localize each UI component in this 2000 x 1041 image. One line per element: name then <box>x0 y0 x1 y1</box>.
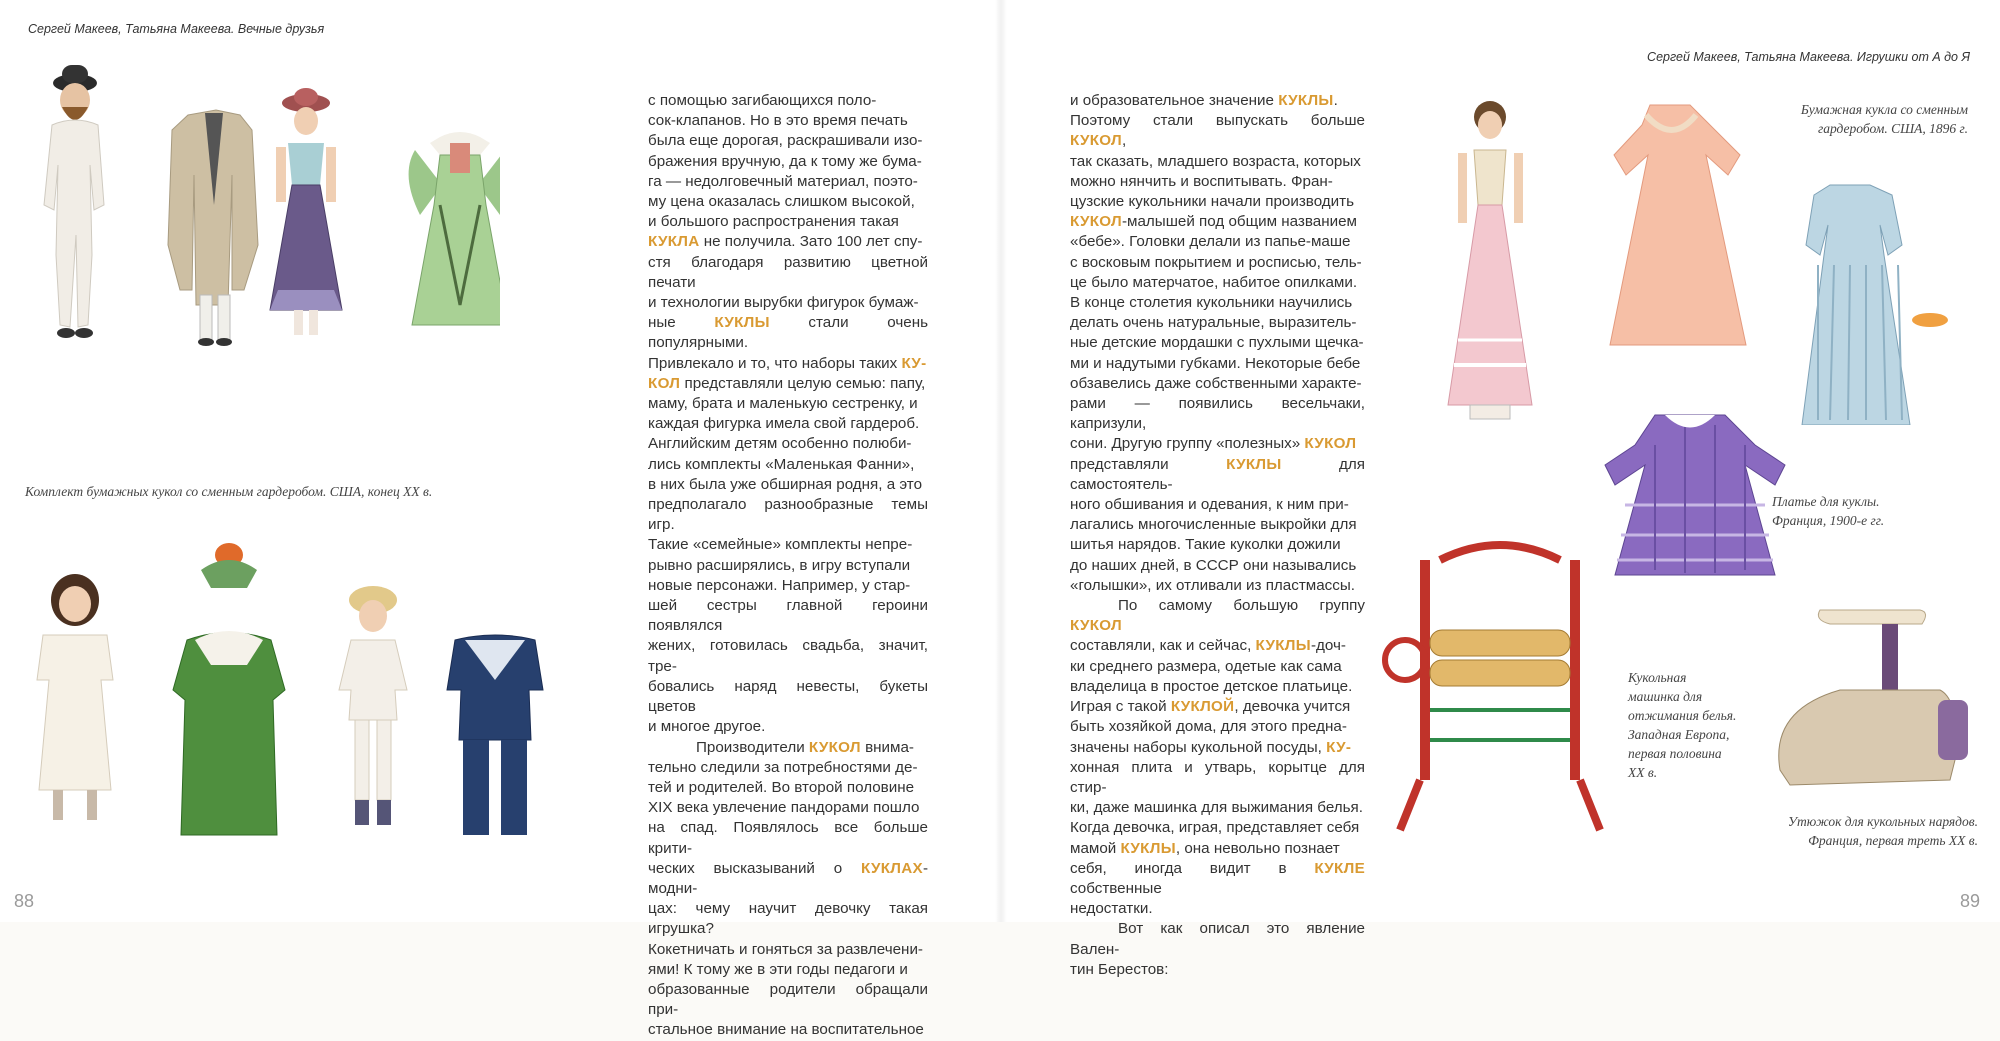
keyword-highlight: КОЛ <box>648 374 681 392</box>
text-line: Поэтому стали выпускать больше КУКОЛ, <box>1070 112 1365 150</box>
peach-dress <box>1610 105 1746 345</box>
text-line: цузские кукольники начали производить <box>1070 193 1355 211</box>
text-line: и многое другое. <box>648 718 766 736</box>
text-line: тельно следили за потребностями де- <box>648 758 918 776</box>
caption-paper-doll-1896: Бумажная кукла со сменным гардеробом. США, 1896 г. <box>1800 102 1968 136</box>
keyword-highlight: КУ- <box>901 354 927 372</box>
book-gutter <box>995 0 1007 922</box>
paper-doll-green-coat <box>173 543 285 835</box>
running-head-right: Сергей Макеев, Татьяна Макеева. Игрушки от А до Я <box>1647 50 1970 64</box>
caption-mangle: Кукольная машинка для отжимания белья. Западная Европа, первая половина XX в. <box>1628 670 1737 780</box>
text-line: сони. Другую группу «полезных» КУКОЛ <box>1070 435 1357 453</box>
text-line: на спад. Появлялось все больше крити- <box>648 819 928 857</box>
text-line: предполагало разнообразные темы игр. <box>648 496 928 534</box>
keyword-highlight: КУКЛЫ <box>1120 839 1176 857</box>
text-line: лагались многочисленные выкройки для <box>1070 516 1357 534</box>
text-line: хонная плита и утварь, корытце для стир- <box>1070 758 1365 796</box>
keyword-highlight: КУКЛЫ <box>1255 637 1311 655</box>
text-line: КУКОЛ-малышей под общим названием <box>1070 213 1357 231</box>
text-line: и технологии вырубки фигурок бумаж- <box>648 294 919 312</box>
keyword-highlight: КУ- <box>1326 738 1352 756</box>
text-line: тей и родителей. Во второй половине <box>648 778 915 796</box>
text-line: Когда девочка, играя, представляет себя <box>1070 819 1360 837</box>
paper-doll-man <box>44 65 104 338</box>
text-line: каждая фигурка имела свой гардероб. <box>648 415 920 433</box>
toy-iron-illustration <box>1760 590 1975 800</box>
keyword-highlight: КУКЛА <box>648 233 700 251</box>
text-line: с восковым покрытием и росписью, тель- <box>1070 253 1362 271</box>
text-line: владелица в простое детское платьице. <box>1070 677 1353 695</box>
text-line: рывно расширялись, в игру вступали <box>648 556 911 574</box>
text-line: цах: чему научит девочку такая игрушка? <box>648 900 928 938</box>
text-line: XIX века увлечение пандорами пошло <box>648 799 920 817</box>
text-line: це было матерчатое, набитое опилками. <box>1070 273 1358 291</box>
text-line: быть хозяйкой дома, для этого предна- <box>1070 718 1347 736</box>
left-text-column <box>648 91 928 1041</box>
text-line: В конце столетия кукольники научились <box>1070 294 1353 312</box>
text-line: ные КУКЛЫ стали очень популярными. <box>648 314 928 352</box>
keyword-highlight: КУКЛЫ <box>1226 455 1282 473</box>
caption-doll-dress: Платье для куклы. Франция, 1900-е гг. <box>1772 494 1885 528</box>
page-number-left: 88 <box>14 891 35 911</box>
paper-doll-lady <box>270 88 342 335</box>
text-line: мамой КУКЛЫ, она невольно познает <box>1070 839 1340 857</box>
text-line: Вот как описал это явление Вален- <box>1070 920 1365 958</box>
keyword-highlight: КУКОЛ <box>1070 132 1122 150</box>
text-line: ки, даже машинка для выжимания белья. <box>1070 799 1363 817</box>
text-line: жених, готовилась свадьба, значит, тре- <box>648 637 928 675</box>
caption-doll-set: Комплект бумажных кукол со сменным гардеробом. США, конец XX в. <box>25 484 433 499</box>
paper-doll-green-dress <box>409 132 500 325</box>
toy-mangle-machine <box>1385 545 1600 830</box>
text-line: Английским детям особенно полюби- <box>648 435 912 453</box>
toy-mangle-illustration <box>1380 540 1620 840</box>
keyword-highlight: КУКЛЫ <box>714 314 770 332</box>
text-line: обзавелись даже собственными характе- <box>1070 374 1362 392</box>
text-line: ческих высказываний о КУКЛАХ-модни- <box>648 859 928 897</box>
text-line: новые персонажи. Например, у стар- <box>648 576 911 594</box>
text-line: ные детские мордашки с пухлыми щечка- <box>1070 334 1364 352</box>
text-line: стя благодаря развитию цветной печати <box>648 253 928 291</box>
page-number-right: 89 <box>1959 891 1980 911</box>
text-line: Производители КУКОЛ внима- <box>696 738 914 756</box>
caption-iron: Утюжок для кукольных нарядов. Франция, первая треть XX в. <box>1787 814 1978 848</box>
right-page <box>1000 0 2000 978</box>
text-line: «бебе». Головки делали из папье-маше <box>1070 233 1351 251</box>
toy-flat-iron <box>1779 610 1968 785</box>
striped-blue-dress <box>1802 185 1948 425</box>
text-line: и образовательное значение КУКЛЫ. <box>1070 92 1338 109</box>
victorian-doll-wardrobe-illustration <box>1410 95 2000 425</box>
text-line: ями! К тому же в эти годы педагоги и <box>648 960 908 978</box>
text-line: в них была уже обширная родня, а это <box>648 475 923 493</box>
running-head-left: Сергей Макеев, Татьяна Макеева. Вечные друзья <box>28 22 325 36</box>
keyword-highlight: КУКОЛ <box>1070 617 1122 635</box>
keyword-highlight: КУКОЛ <box>1070 213 1122 231</box>
text-line: Играя с такой КУКЛОЙ, девочка учится <box>1070 698 1351 716</box>
text-line: можно нянчить и воспитывать. Фран- <box>1070 172 1333 190</box>
text-line: с помощью загибающихся поло- <box>648 92 877 109</box>
left-page <box>0 0 1000 1039</box>
text-line: лись комплекты «Маленькая Фанни», <box>648 455 915 473</box>
paper-doll-sailor-suit <box>447 635 543 835</box>
text-line: сок-клапанов. Но в это время печать <box>648 112 908 130</box>
paper-doll-set-illustration <box>20 55 500 355</box>
text-line: составляли, как и сейчас, КУКЛЫ-доч- <box>1070 637 1346 655</box>
text-line: значены наборы кукольной посуды, КУ- <box>1070 738 1352 756</box>
paper-doll-girl-white <box>37 574 113 820</box>
text-line: По самому большую группу КУКОЛ <box>1070 597 1365 635</box>
keyword-highlight: КУКОЛ <box>808 738 861 756</box>
text-line: ного обшивания и одевания, к ним при- <box>1070 496 1349 514</box>
text-line: делать очень натуральные, выразитель- <box>1070 314 1357 332</box>
right-text-column <box>1070 91 1365 980</box>
text-line: до наших дней, в СССР они назывались <box>1070 556 1357 574</box>
text-line: стальное внимание на воспитательное <box>648 1021 924 1039</box>
keyword-highlight: КУКОЛ <box>1304 435 1357 453</box>
text-line: шитья нарядов. Такие куколки дожили <box>1070 536 1341 554</box>
text-line: представляли КУКЛЫ для самостоятель- <box>1070 455 1366 493</box>
paper-doll-children-illustration <box>15 540 570 850</box>
keyword-highlight: КУКЛОЙ <box>1170 698 1235 716</box>
text-line: недостатки. <box>1070 900 1153 918</box>
text-line: ми и надутыми губками. Некоторые бебе <box>1070 354 1361 372</box>
text-line: образованные родители обращали при- <box>648 980 928 1019</box>
text-line: «голышки», их отливали из пластмассы. <box>1070 576 1355 594</box>
text-line: тин Берестов: <box>1070 960 1169 978</box>
keyword-highlight: КУКЛАХ <box>861 859 923 877</box>
text-line: маму, брата и маленькую сестренку, и <box>648 395 918 413</box>
text-line: ки среднего размера, одетые как сама <box>1070 657 1342 675</box>
text-line: му цена оказалась слишком высокой, <box>648 193 915 211</box>
text-line: и большого распространения такая <box>648 213 899 231</box>
text-line: га — недолговечный материал, поэто- <box>648 172 918 190</box>
text-line: Такие «семейные» комплекты непре- <box>648 536 913 554</box>
text-line: бражения вручную, да к тому же бума- <box>648 152 922 170</box>
keyword-highlight: КУКЛЫ <box>1278 92 1334 109</box>
text-line: Кокетничать и гоняться за развлечени- <box>648 940 923 958</box>
text-line: бовались наряд невесты, букеты цветов <box>648 677 928 716</box>
text-line: шей сестры главной героини появлялся <box>648 597 928 635</box>
text-line: КУКЛА не получила. Зато 100 лет спу- <box>648 233 923 251</box>
text-line: рами — появились весельчаки, капризули, <box>1070 395 1365 433</box>
purple-plaid-dress <box>1605 415 1785 575</box>
text-line: КОЛ представляли целую семью: папу, <box>648 374 926 392</box>
text-line: себя, иногда видит в КУКЛЕ собственные <box>1070 859 1365 897</box>
text-line: так сказать, младшего возраста, которых <box>1070 152 1361 170</box>
paper-doll-lady-corset <box>1448 101 1532 419</box>
paper-doll-boy <box>339 586 407 825</box>
keyword-highlight: КУКЛЕ <box>1314 859 1365 877</box>
text-line: была еще дорогая, раскрашивали изо- <box>648 132 923 150</box>
paper-doll-coat <box>168 110 258 346</box>
text-line: Привлекало и то, что наборы таких КУ- <box>648 354 927 372</box>
